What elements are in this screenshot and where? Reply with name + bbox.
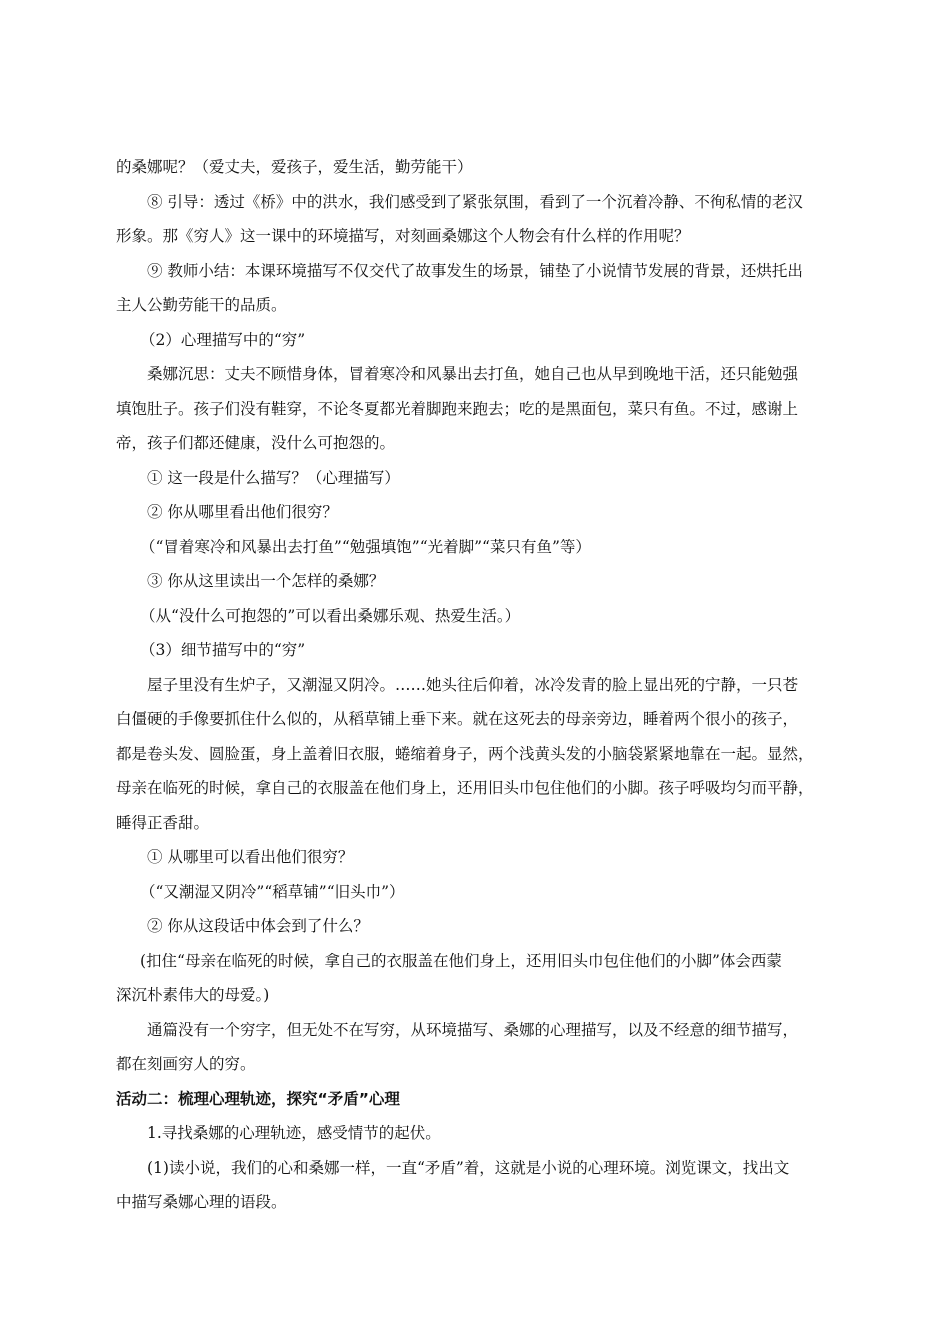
text-line: 深沉朴素伟大的母爱。) (116, 986, 270, 1004)
text-line: 通篇没有一个穷字，但无处不在写穷，从环境描写、桑娜的心理描写，以及不经意的细节描写， (147, 1020, 799, 1039)
text-line: 中描写桑娜心理的语段。 (116, 1193, 287, 1211)
text-line: （“冒着寒冷和风暴出去打鱼”“勉强填饱”“光着脚”“菜只有鱼”等） (140, 537, 591, 556)
text-line: （“又潮湿又阴冷”“稻草铺”“旧头巾”） (140, 882, 405, 901)
text-line: (1)读小说，我们的心和桑娜一样，一直“矛盾”着，这就是小说的心理环境。浏览课文，找出文 (147, 1158, 790, 1177)
text-line: 都是卷头发、圆脸蛋，身上盖着旧衣服，蜷缩着身子，两个浅黄头发的小脑袋紧紧地靠在一起。显然， (116, 744, 814, 763)
text-line: 都在刻画穷人的穷。 (116, 1055, 256, 1073)
text-line: 填饱肚子。孩子们没有鞋穿，不论冬夏都光着脚跑来跑去；吃的是黑面包，菜只有鱼。不过，感谢上 (116, 399, 799, 418)
text-line: 屋子里没有生炉子，又潮湿又阴冷。……她头往后仰着，冰冷发青的脸上显出死的宁静，一只苍 (147, 675, 799, 694)
text-line: 睡得正香甜。 (116, 813, 210, 832)
text-line: 1.寻找桑娜的心理轨迹，感受情节的起伏。 (147, 1124, 441, 1142)
text-line: 母亲在临死的时候，拿自己的衣服盖在他们身上，还用旧头巾包住他们的小脚。孩子呼吸均匀而平静， (116, 779, 814, 797)
text-line: (扣住“母亲在临死的时候，拿自己的衣服盖在他们身上，还用旧头巾包住他们的小脚”体会西蒙 (140, 951, 782, 970)
text-line: 桑娜沉思：丈夫不顾惜身体，冒着寒冷和风暴出去打鱼，她自己也从早到晚地干活，还只能勉强 (147, 365, 799, 383)
text-line: ③ 你从这里读出一个怎样的桑娜？ (147, 572, 385, 590)
text-line: 的桑娜呢？（爱丈夫，爱孩子，爱生活，勤劳能干） (116, 158, 473, 176)
text-line: ⑨ 教师小结：本课环境描写不仅交代了故事发生的场景，铺垫了小说情节发展的背景，还烘托出 (147, 261, 803, 280)
text-line: （从“没什么可抱怨的”可以看出桑娜乐观、热爱生活。） (140, 606, 521, 625)
text-line: （3）细节描写中的“穷” (140, 641, 306, 659)
text-line: 形象。那《穷人》这一课中的环境描写，对刻画桑娜这个人物会有什么样的作用呢？ (116, 227, 690, 245)
text-line: （2）心理描写中的“穷” (140, 330, 306, 349)
text-line: 主人公勤劳能干的品质。 (116, 296, 287, 314)
section-heading: 活动二：梳理心理轨迹，探究“矛盾”心理 (116, 1089, 400, 1108)
text-line: ⑧ 引导：透过《桥》中的洪水，我们感受到了紧张氛围，看到了一个沉着冷静、不徇私情的老汉 (147, 192, 803, 211)
text-line: ② 你从哪里看出他们很穷？ (147, 503, 338, 521)
document-page (116, 150, 861, 1220)
text-line: ① 从哪里可以看出他们很穷？ (147, 848, 354, 866)
text-line: ② 你从这段话中体会到了什么？ (147, 917, 369, 935)
text-line: ① 这一段是什么描写？（心理描写） (147, 468, 400, 487)
text-line: 白僵硬的手像要抓住什么似的，从稻草铺上垂下来。就在这死去的母亲旁边，睡着两个很小的孩子， (116, 710, 799, 728)
text-line: 帝，孩子们都还健康，没什么可抱怨的。 (116, 434, 396, 452)
